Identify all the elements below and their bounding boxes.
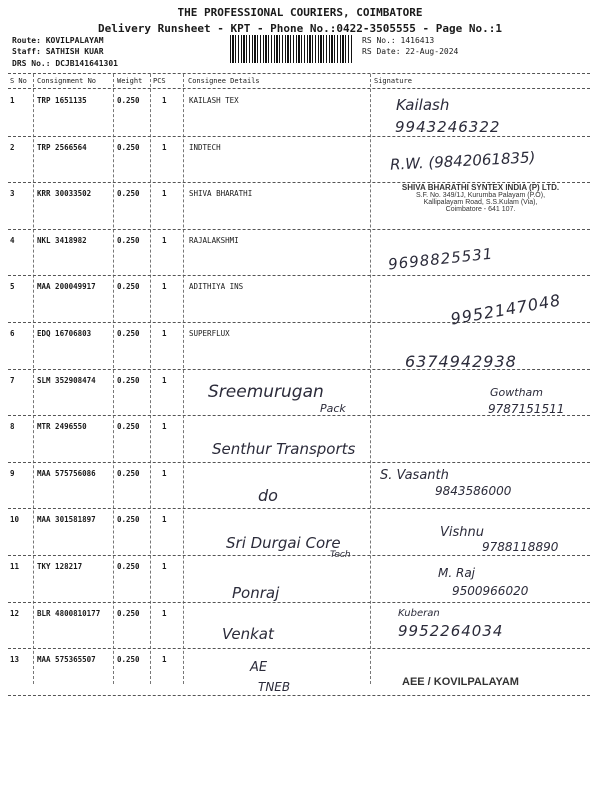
phone-row5: 9952147048 (449, 290, 563, 329)
phone-row7: 9787151511 (488, 402, 565, 416)
row-consignment-no: MAA 200049917 (37, 282, 96, 292)
drs-number: DRS No.: DCJB141641301 (12, 59, 118, 68)
stamp-line: SHIVA BHARATHI SYNTEX INDIA (P) LTD. (401, 183, 560, 192)
phone-row12: 9952264034 (398, 622, 504, 640)
row-divider (8, 602, 590, 603)
row-sno: 1 (10, 96, 15, 105)
col-header-consignment: Consignment No (37, 77, 97, 85)
consignee-row12: Venkat (222, 625, 274, 643)
consignee-row7: Sreemurugan (208, 382, 324, 402)
row-pcs: 1 (162, 189, 167, 199)
phone-row1: 9943246322 (395, 118, 501, 136)
col-header-sno: S No (10, 77, 27, 85)
row-pcs: 1 (162, 142, 167, 152)
row-consignee: RAJALAKSHMI (189, 235, 239, 245)
row-divider (8, 648, 590, 649)
consignee-row13: AE (250, 660, 268, 675)
row-weight: 0.250 (117, 142, 140, 152)
company-stamp-row3 (378, 183, 583, 213)
consignee-row10-suffix: Tech (330, 550, 351, 560)
row-divider (8, 229, 590, 230)
row-consignment-no: SLM 352908474 (37, 375, 96, 385)
row-pcs: 1 (162, 96, 167, 105)
row-pcs: 1 (162, 375, 167, 385)
consignee-row9: do (258, 486, 278, 505)
row-pcs: 1 (162, 515, 167, 525)
route-label: Route: KOVILPALAYAM (12, 36, 104, 45)
col-header-signature: Signature (374, 77, 412, 85)
row-consignee: KAILASH TEX (189, 96, 239, 105)
row-weight: 0.250 (117, 375, 140, 385)
row-consignment-no: MTR 2496550 (37, 422, 87, 432)
runsheet-title: THE PROFESSIONAL COURIERS, COIMBATORE (177, 6, 423, 19)
row-weight: 0.250 (117, 282, 140, 292)
consignee-row10: Sri Durgai Core (226, 534, 341, 552)
row-sno: 7 (10, 375, 15, 385)
row-consignment-no: MAA 301581897 (37, 515, 96, 525)
row-consignment-no: TKY 128217 (37, 562, 83, 571)
row-consignment-no: MAA 575756086 (37, 468, 96, 478)
consignee-row7-suffix: Pack (320, 402, 346, 415)
row-pcs: 1 (162, 608, 167, 618)
row-weight: 0.250 (117, 655, 140, 665)
row-consignment-no: TRP 1651135 (37, 96, 87, 105)
row-sno: 11 (10, 562, 20, 571)
row-consignment-no: BLR 4800810177 (37, 608, 101, 618)
phone-row9: 9843586000 (435, 484, 512, 498)
signature-row7: Gowtham (490, 386, 543, 399)
row-weight: 0.250 (117, 608, 140, 618)
row-consignee: ADITHIYA INS (189, 282, 244, 292)
col-divider (113, 74, 114, 684)
row-divider (8, 555, 590, 556)
col-divider (370, 74, 371, 684)
row-pcs: 1 (162, 235, 167, 245)
phone-row10: 9788118890 (482, 540, 559, 554)
signature-row9: S. Vasanth (380, 468, 449, 483)
row-consignment-no: EDQ 16706803 (37, 329, 92, 338)
row-sno: 6 (10, 329, 15, 338)
phone-row4: 9698825531 (387, 244, 495, 274)
rs-date: RS Date: 22-Aug-2024 (362, 47, 459, 56)
signature-row10: Vishnu (440, 525, 484, 540)
staff-label: Staff: SATHISH KUAR (12, 47, 104, 56)
row-sno: 10 (10, 515, 20, 525)
row-weight: 0.250 (117, 515, 140, 525)
row-consignee: SUPERFLUX (189, 329, 230, 338)
row-sno: 9 (10, 468, 15, 478)
consignee-row8: Senthur Transports (212, 440, 356, 458)
row-sno: 4 (10, 235, 15, 245)
col-header-weight: Weight (117, 77, 143, 85)
row-consignment-no: KRR 30033502 (37, 189, 92, 199)
row-divider (8, 275, 590, 276)
row-weight: 0.250 (117, 468, 140, 478)
row-weight: 0.250 (117, 189, 140, 199)
consignee-row11: Ponraj (232, 584, 280, 602)
signature-row12: Kuberan (398, 608, 440, 619)
row-pcs: 1 (162, 329, 167, 338)
stamp-line: Coimbatore - 641 107. (445, 206, 516, 213)
col-divider (183, 74, 184, 684)
col-header-consignee: Consignee Details (188, 77, 260, 85)
row-sno: 5 (10, 282, 15, 292)
row-consignment-no: TRP 2566564 (37, 142, 87, 152)
row-consignee: SHIVA BHARATHI (189, 189, 253, 199)
row-sno: 13 (10, 655, 20, 665)
signature-row1: Kailash (396, 96, 450, 114)
signature-row2: R.W. (9842061835) (389, 148, 536, 174)
row-pcs: 1 (162, 282, 167, 292)
row-weight: 0.250 (117, 562, 140, 571)
phone-row6: 6374942938 (405, 352, 517, 371)
row-divider (8, 508, 590, 509)
col-header-pcs: PCS (153, 77, 166, 85)
barcode-image (230, 35, 353, 63)
signature-row11: M. Raj (438, 566, 476, 580)
row-consignment-no: MAA 575365507 (37, 655, 96, 665)
row-weight: 0.250 (117, 235, 140, 245)
rs-number: RS No.: 1416413 (362, 36, 435, 45)
office-stamp-row13: AEE / KOVILPALAYAM (402, 676, 519, 688)
runsheet-subtitle: Delivery Runsheet - KPT - Phone No.:0422-3505555 - Page No.:1 (98, 22, 502, 35)
stamp-line: S.F. No. 349/1J, Kurumba Palayam (P.O), (415, 192, 546, 199)
row-divider (8, 322, 590, 323)
col-divider (150, 74, 151, 684)
row-sno: 2 (10, 142, 15, 152)
row-divider (8, 136, 590, 137)
stamp-line: Kallipalayam Road, S.S.Kulam (Via), (423, 199, 538, 206)
row-pcs: 1 (162, 468, 167, 478)
row-pcs: 1 (162, 655, 167, 665)
row-weight: 0.250 (117, 422, 140, 432)
row-divider (8, 695, 590, 696)
row-sno: 8 (10, 422, 15, 432)
row-divider (8, 462, 590, 463)
col-divider (33, 74, 34, 684)
row-pcs: 1 (162, 422, 167, 432)
header-bottom-rule (8, 88, 590, 89)
row-sno: 3 (10, 189, 15, 199)
phone-row11: 9500966020 (452, 584, 529, 598)
row-sno: 12 (10, 608, 20, 618)
row-consignee: INDTECH (189, 142, 221, 152)
row-consignment-no: NKL 3418982 (37, 235, 87, 245)
row-pcs: 1 (162, 562, 167, 571)
consignee-row13-suffix: TNEB (258, 680, 291, 694)
table-top-rule (8, 73, 590, 74)
row-weight: 0.250 (117, 329, 140, 338)
row-weight: 0.250 (117, 96, 140, 105)
